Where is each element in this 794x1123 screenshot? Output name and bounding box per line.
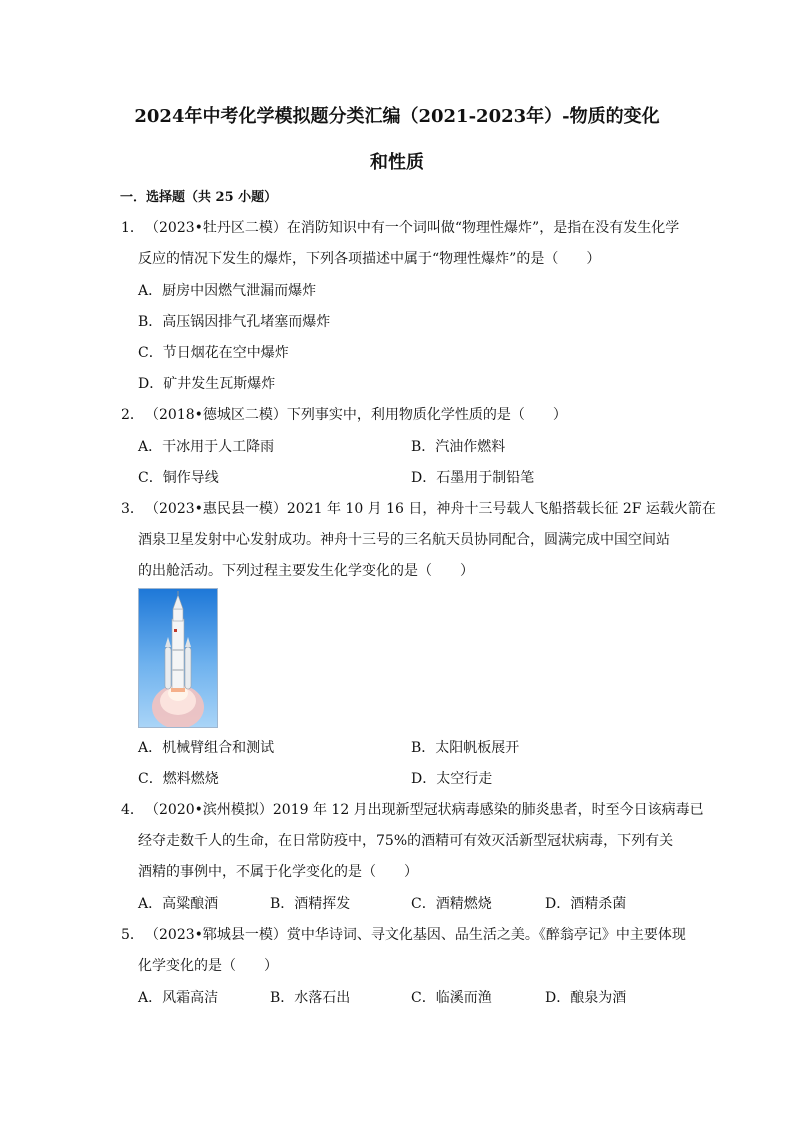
question-4-option-a: A．高粱酿酒 [138, 896, 219, 912]
question-4-option-b: B．酒精挥发 [270, 896, 351, 912]
question-3-option-b: B．太阳帆板展开 [411, 740, 520, 756]
question-5-option-d: D．酿泉为酒 [545, 990, 627, 1006]
question-4-text-line: 酒精的事例中，不属于化学变化的是（ ） [138, 864, 418, 880]
rocket-icon [139, 589, 217, 727]
question-5-option-c: C．临溪而渔 [411, 990, 492, 1006]
question-2-option-d: D．石墨用于制铅笔 [411, 470, 535, 486]
question-2-option-c: C．铜作导线 [138, 470, 219, 486]
question-2-option-a: A．干冰用于人工降雨 [138, 439, 275, 455]
question-3-number: 3． [121, 501, 144, 517]
question-3-text-line: （2023•惠民县一模）2021 年 10 月 16 日，神舟十三号载人飞船搭载长征 2F 运载火箭在 [145, 501, 716, 517]
question-4-text-line: 经夺走数千人的生命，在日常防疫中，75%的酒精可有效灭活新型冠状病毒，下列有关 [138, 833, 674, 849]
question-5-option-b: B．水落石出 [270, 990, 351, 1006]
question-2-number: 2． [121, 407, 144, 423]
title-line-2: 和性质 [370, 152, 424, 173]
question-2-text-line: （2018•德城区二模）下列事实中，利用物质化学性质的是（ ） [145, 407, 567, 423]
question-3-text-line: 的出舱活动。下列过程主要发生化学变化的是（ ） [138, 563, 474, 579]
question-1-option-d: D．矿井发生瓦斯爆炸 [138, 376, 276, 392]
question-3-text-line: 酒泉卫星发射中心发射成功。神舟十三号的三名航天员协同配合，圆满完成中国空间站 [138, 532, 670, 548]
question-1-option-c: C．节日烟花在空中爆炸 [138, 345, 289, 361]
question-3-option-c: C．燃料燃烧 [138, 771, 219, 787]
question-4-number: 4． [121, 802, 144, 818]
question-1-option-b: B．高压锅因排气孔堵塞而爆炸 [138, 314, 331, 330]
question-5-text-line: （2023•郓城县一模）赏中华诗词、寻文化基因、品生活之美。《醉翁亭记》中主要体现 [145, 927, 686, 943]
question-1-number: 1． [121, 220, 144, 236]
section-heading: 一．选择题（共 25 小题） [120, 190, 278, 205]
question-5-number: 5． [121, 927, 144, 943]
rocket-launch-image [138, 588, 218, 728]
question-3-option-d: D．太空行走 [411, 771, 493, 787]
question-4-option-c: C．酒精燃烧 [411, 896, 492, 912]
question-4-text-line: （2020•滨州模拟）2019 年 12 月出现新型冠状病毒感染的肺炎患者，时至今日该病毒已 [145, 802, 704, 818]
question-2-option-b: B．汽油作燃料 [411, 439, 506, 455]
title-line-1: 2024年中考化学模拟题分类汇编（2021-2023年）-物质的变化 [134, 106, 660, 127]
question-3-option-a: A．机械臂组合和测试 [138, 740, 275, 756]
question-1-option-a: A．厨房中因燃气泄漏而爆炸 [138, 283, 317, 299]
document-title [60, 94, 734, 186]
question-5-text-line: 化学变化的是（ ） [138, 958, 278, 974]
question-1-text-line: （2023•牡丹区二模）在消防知识中有一个词叫做“物理性爆炸”，是指在没有发生化学 [145, 220, 680, 236]
question-1-text-line: 反应的情况下发生的爆炸，下列各项描述中属于“物理性爆炸”的是（ ） [138, 251, 601, 267]
question-5-option-a: A．风霜高洁 [138, 990, 219, 1006]
question-4-option-d: D．酒精杀菌 [545, 896, 627, 912]
